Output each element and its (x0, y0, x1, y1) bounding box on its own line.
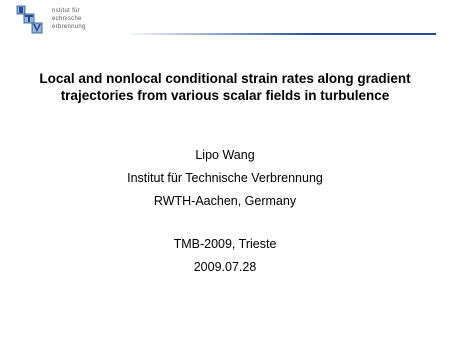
author-institute: Institut für Technische Verbrennung (127, 171, 323, 185)
author-location: RWTH-Aachen, Germany (153, 194, 297, 208)
header-divider (130, 33, 436, 35)
slide-title (20, 70, 430, 104)
institute-logo (15, 4, 135, 34)
author-name: Lipo Wang (195, 148, 255, 162)
title-line-1: Local and nonlocal conditional strain rates along gradient (39, 71, 411, 86)
event-date: 2009.07.28 (193, 260, 257, 274)
itv-logo-icon (15, 4, 55, 36)
logo-text-line3: erbrennung (52, 24, 86, 30)
title-line-2: trajectories from various scalar fields in turbulence (60, 88, 390, 103)
logo-text-line1: nstitut für (52, 8, 80, 14)
event-name: TMB-2009, Trieste (173, 237, 277, 251)
logo-text-line2: echnische (52, 16, 82, 22)
